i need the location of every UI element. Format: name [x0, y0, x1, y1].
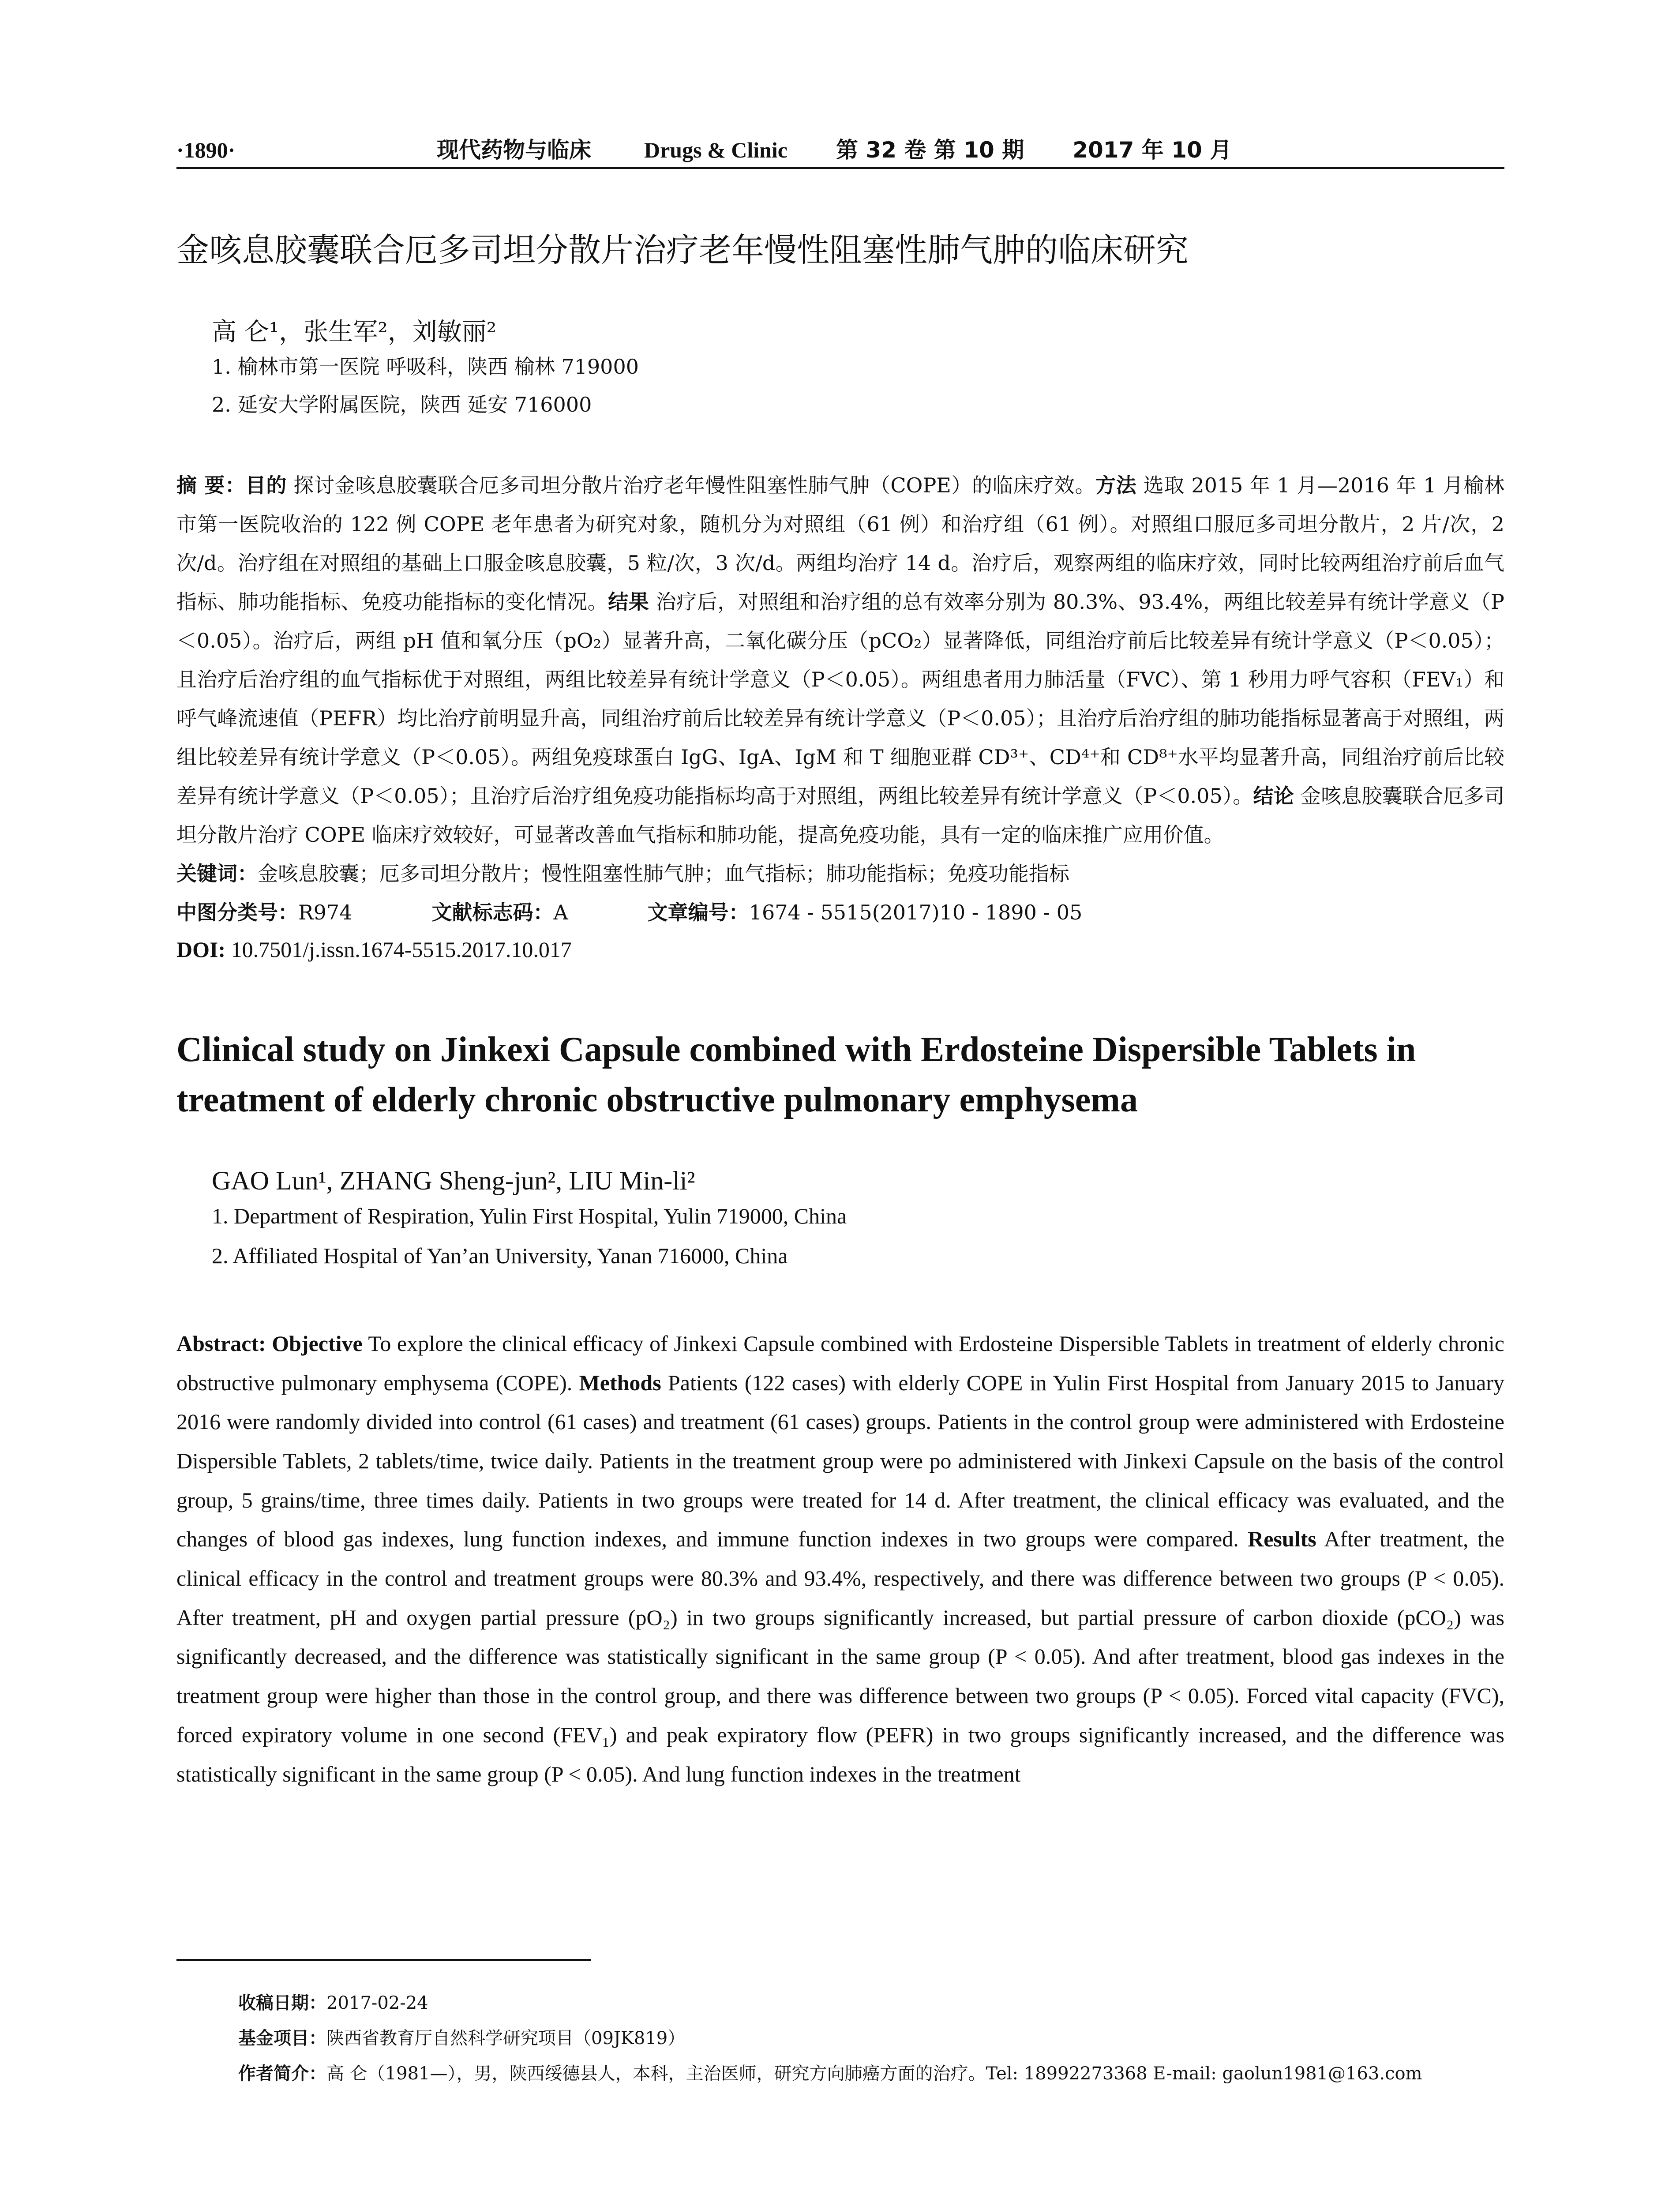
fund-text: 陕西省教育厅自然科学研究项目（09JK819） [326, 2028, 686, 2048]
title-cn: 金咳息胶囊联合厄多司坦分散片治疗老年慢性阻塞性肺气肿的临床研究 [176, 231, 1189, 269]
footnote-divider [176, 1959, 591, 1961]
abstract-en-label: Abstract: Objective [176, 1331, 363, 1356]
authors-cn: 高 仑¹，张生军²，刘敏丽² [212, 317, 497, 346]
doc-code-value: A [553, 900, 568, 924]
clc-label: 中图分类号： [176, 900, 298, 924]
keywords-cn [176, 854, 1504, 893]
doi-label: DOI: [176, 937, 226, 962]
doi-line [176, 932, 1504, 967]
article-page [176, 132, 1504, 1793]
page-number: ·1890· [176, 138, 236, 162]
methods-en-text: Patients (122 cases) with elderly COPE in Yulin First Hospital from January 2015 to January 2016 were randomly divided into control (61 cases) and treatment (61 cases) groups. Patients in the control group were administered with Erdosteine Dispersible Tablets, 2 tablets/time, twice daily. Patients in the treatment group were po administered with Jinkexi Capsule on the basis of the control group, 5 grains/time, three times daily. Patients in two groups were treated for 14 d. After treatment, the clinical efficacy was evaluated, and the changes of blood gas indexes, lung function indexes, and immune function indexes in two groups were compared. [176, 1370, 1505, 1552]
footnotes [238, 1985, 1504, 2091]
affiliation-en-1: 1. Department of Respiration, Yulin First Hospital, Yulin 719000, China [212, 1203, 847, 1228]
author-bio-line [238, 2056, 1504, 2091]
affiliation-cn-1: 1. 榆林市第一医院 呼吸科，陕西 榆林 719000 [212, 354, 639, 379]
article-number-value: 1674 - 5515(2017)10 - 1890 - 05 [749, 900, 1083, 924]
received-date: 2017-02-24 [326, 1993, 428, 2013]
conclusion-cn-label: 结论 [1253, 784, 1294, 808]
abstract-cn [176, 466, 1504, 854]
keywords-cn-text: 金咳息胶囊；厄多司坦分散片；慢性阻塞性肺气肿；血气指标；肺功能指标；免疫功能指标 [258, 861, 1069, 885]
results-en-text: After treatment, the clinical efficacy in the control and treatment groups were 80.3% and 93.4%, respectively, and there was difference between two groups (P < 0.05). After treatment, pH and oxygen partial pressure (pO₂) in two groups significantly increased, but partial pressure of carbon dioxide (pCO₂) was significantly decreased, and the difference was statistically significant in the same group (P < 0.05). And after treatment, blood gas indexes in the treatment group were higher than those in the control group, and there was difference between two groups (P < 0.05). Forced vital capacity (FVC), forced expiratory volume in one second (FEV₁) and peak expiratory flow (PEFR) in two groups significantly increased, and the difference was statistically significant in the same group (P < 0.05). And lung function indexes in the treatment [176, 1527, 1505, 1786]
article-number-label: 文章编号： [647, 900, 749, 924]
fund-label: 基金项目： [238, 2028, 326, 2048]
results-cn-label: 结果 [608, 589, 649, 614]
affiliation-en-2: 2. Affiliated Hospital of Yan’an University, Yanan 716000, China [212, 1243, 788, 1268]
keywords-cn-label: 关键词： [176, 861, 258, 885]
abstract-en [176, 1324, 1504, 1793]
issue-date: 2017 年 10 月 [1072, 137, 1232, 163]
objective-cn-label: 目的 [245, 473, 287, 497]
methods-en-label: Methods [579, 1370, 661, 1395]
fund-line [238, 2021, 1504, 2056]
authors-en: GAO Lun¹, ZHANG Sheng-jun², LIU Min-li² [212, 1166, 695, 1195]
volume-issue: 第 32 卷 第 10 期 [836, 137, 1024, 163]
abstract-cn-label: 摘 要： [176, 473, 246, 497]
journal-name-cn: 现代药物与临床 [437, 137, 591, 163]
classification-row [176, 893, 1504, 932]
objective-cn-text: 探讨金咳息胶囊联合厄多司坦分散片治疗老年慢性阻塞性肺气肿（COPE）的临床疗效。 [293, 473, 1096, 497]
clc-value: R974 [298, 900, 352, 924]
methods-cn-text: 选取 2015 年 1 月—2016 年 1 月榆林市第一医院收治的 122 例 COPE 老年患者为研究对象，随机分为对照组（61 例）和治疗组（61 例）。对照组口服厄多司坦分散片，2 片/次，2 次/d。治疗组在对照组的基础上口服金咳息胶囊，5 粒/次，3 次/d。两组均治疗 14 d。治疗后，观察两组的临床疗效，同时比较两组治疗前后血气指标、肺功能指标、免疫功能指标的变化情况。 [176, 473, 1505, 614]
received-label: 收稿日期： [238, 1993, 326, 2013]
doc-code-label: 文献标志码： [431, 900, 554, 924]
methods-cn-label: 方法 [1095, 473, 1137, 497]
received-date-line [238, 1985, 1504, 2021]
author-bio-label: 作者简介： [238, 2063, 326, 2084]
running-header [176, 132, 1504, 169]
results-cn-text: 治疗后，对照组和治疗组的总有效率分别为 80.3%、93.4%，两组比较差异有统计学意义（P＜0.05）。治疗后，两组 pH 值和氧分压（pO₂）显著升高，二氧化碳分压（pCO₂）显著降低，同组治疗前后比较差异有统计学意义（P＜0.05）；且治疗后治疗组的血气指标优于对照组，两组比较差异有统计学意义（P＜0.05）。两组患者用力肺活量（FVC）、第 1 秒用力呼气容积（FEV₁）和呼气峰流速值（PEFR）均比治疗前明显升高，同组治疗前后比较差异有统计学意义（P＜0.05）；且治疗后治疗组的肺功能指标显著高于对照组，两组比较差异有统计学意义（P＜0.05）。两组免疫球蛋白 IgG、IgA、IgM 和 T 细胞亚群 CD³⁺、CD⁴⁺和 CD⁸⁺水平均显著升高，同组治疗前后比较差异有统计学意义（P＜0.05）；且治疗后治疗组免疫功能指标均高于对照组，两组比较差异有统计学意义（P＜0.05）。 [176, 589, 1505, 808]
doi-value: 10.7501/j.issn.1674-5515.2017.10.017 [231, 937, 572, 962]
author-bio-text: 高 仑（1981—），男，陕西绥德县人，本科，主治医师，研究方向肺癌方面的治疗。Tel: 18992273368 E-mail: gaolun1981@163.com [326, 2063, 1422, 2084]
title-en: Clinical study on Jinkexi Capsule combined with Erdosteine Dispersible Tablets in treatment of elderly chronic obstructive pulmonary emphysema [176, 1030, 1416, 1119]
objective-en-text: To explore the clinical efficacy of Jinkexi Capsule combined with Erdosteine Dispersible Tablets in treatment of elderly chronic obstructive pulmonary emphysema (COPE). [176, 1331, 1504, 1395]
results-en-label: Results [1248, 1527, 1316, 1552]
conclusion-cn-text: 金咳息胶囊联合厄多司坦分散片治疗 COPE 临床疗效较好，可显著改善血气指标和肺功能，提高免疫功能，具有一定的临床推广应用价值。 [176, 784, 1505, 847]
journal-name-en: Drugs & Clinic [644, 138, 788, 162]
affiliation-cn-2: 2. 延安大学附属医院，陕西 延安 716000 [212, 392, 592, 416]
